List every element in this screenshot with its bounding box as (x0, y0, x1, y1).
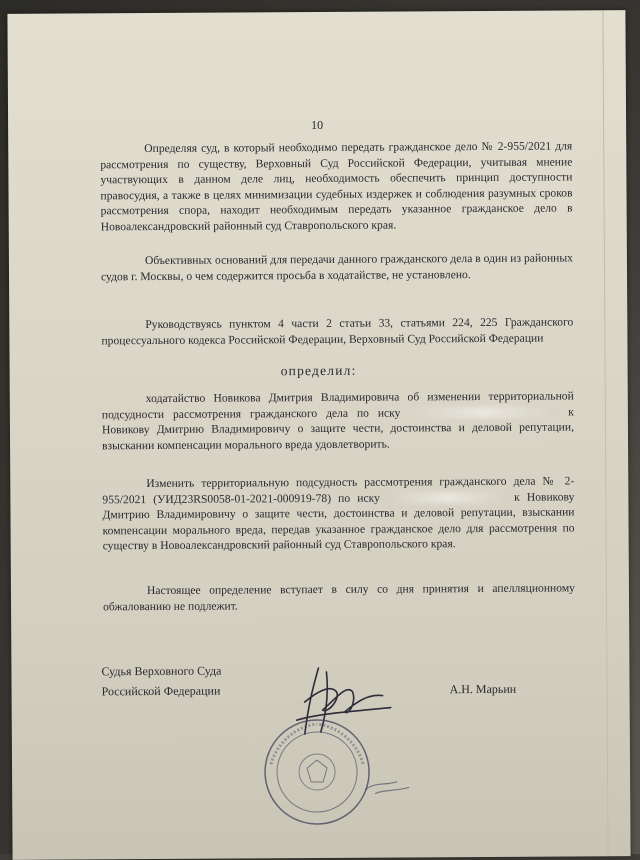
paper-fold (602, 10, 608, 856)
paragraph-legal-basis: Руководствуясь пунктом 4 части 2 статьи 33, статьями 224, 225 Гражданского процессуального кодекса Российской Федерации, Верховный Суд Российской Федерации (101, 315, 574, 347)
judge-title (101, 661, 221, 702)
ruling-heading: определил: (280, 362, 357, 379)
resolution-item-3: Настоящее определение вступает в силу со дня принятия и апелляционному обжалованию не подлежит. (103, 581, 575, 613)
page-number: 10 (311, 117, 324, 133)
judge-name: А.Н. Марьин (449, 681, 517, 697)
resolution-2-start: Изменить территориальную подсудность рассмотрения гражданского дела № 2-955/2021 (УИД23RS0058-01-2021-000919-78) по иску (102, 474, 575, 506)
judge-title-line-1: Судья Верховного Суда (101, 663, 222, 679)
resolution-1-start: ходатайство Новикова Дмитрия Владимировича об изменении территориальной подсудности рассмотрения гражданского дела по иску (101, 389, 574, 421)
resolution-item-2 (102, 473, 574, 553)
judge-title-line-2: Российской Федерации (101, 683, 221, 699)
paragraph-court-selection: Определяя суд, в который необходимо передать гражданское дело № 2-955/2021 для рассмотрения по существу, Верховный Суд Российской Федерации, учитывая мнение участвующих в данном деле лиц, необходимость обеспечить принцип доступности правосудия, а также в целях минимизации судебных издержек и соблюдения разумных сроков рассмотрения спора, находит необходимым передать указанное гражданское дело в Новоалександровский районный суд Ставропольского края. (100, 139, 573, 233)
official-seal-stamp (257, 711, 418, 832)
resolution-1-end: к Новикову Дмитрию Владимировичу о защите чести, достоинства и деловой репутации, взыскании компенсации морального вреда удовлетворить. (101, 404, 574, 452)
resolution-2-end: к Новикову Дмитрию Владимировичу о защите чести, достоинства и деловой репутации, взыскании компенсации морального вреда, передав указанное гражданское дело для рассмотрения по существу в Новоалександровский районный суд Ставропольского края. (102, 489, 575, 553)
resolution-item-1 (102, 388, 574, 453)
paragraph-no-grounds: Объективных оснований для передачи данного гражданского дела в один из районных судов г. Москвы, о чем содержится просьба в ходатайстве, не установлено. (100, 251, 573, 283)
redacted-name (409, 407, 559, 419)
redacted-name (387, 492, 507, 504)
document-page (7, 10, 630, 860)
